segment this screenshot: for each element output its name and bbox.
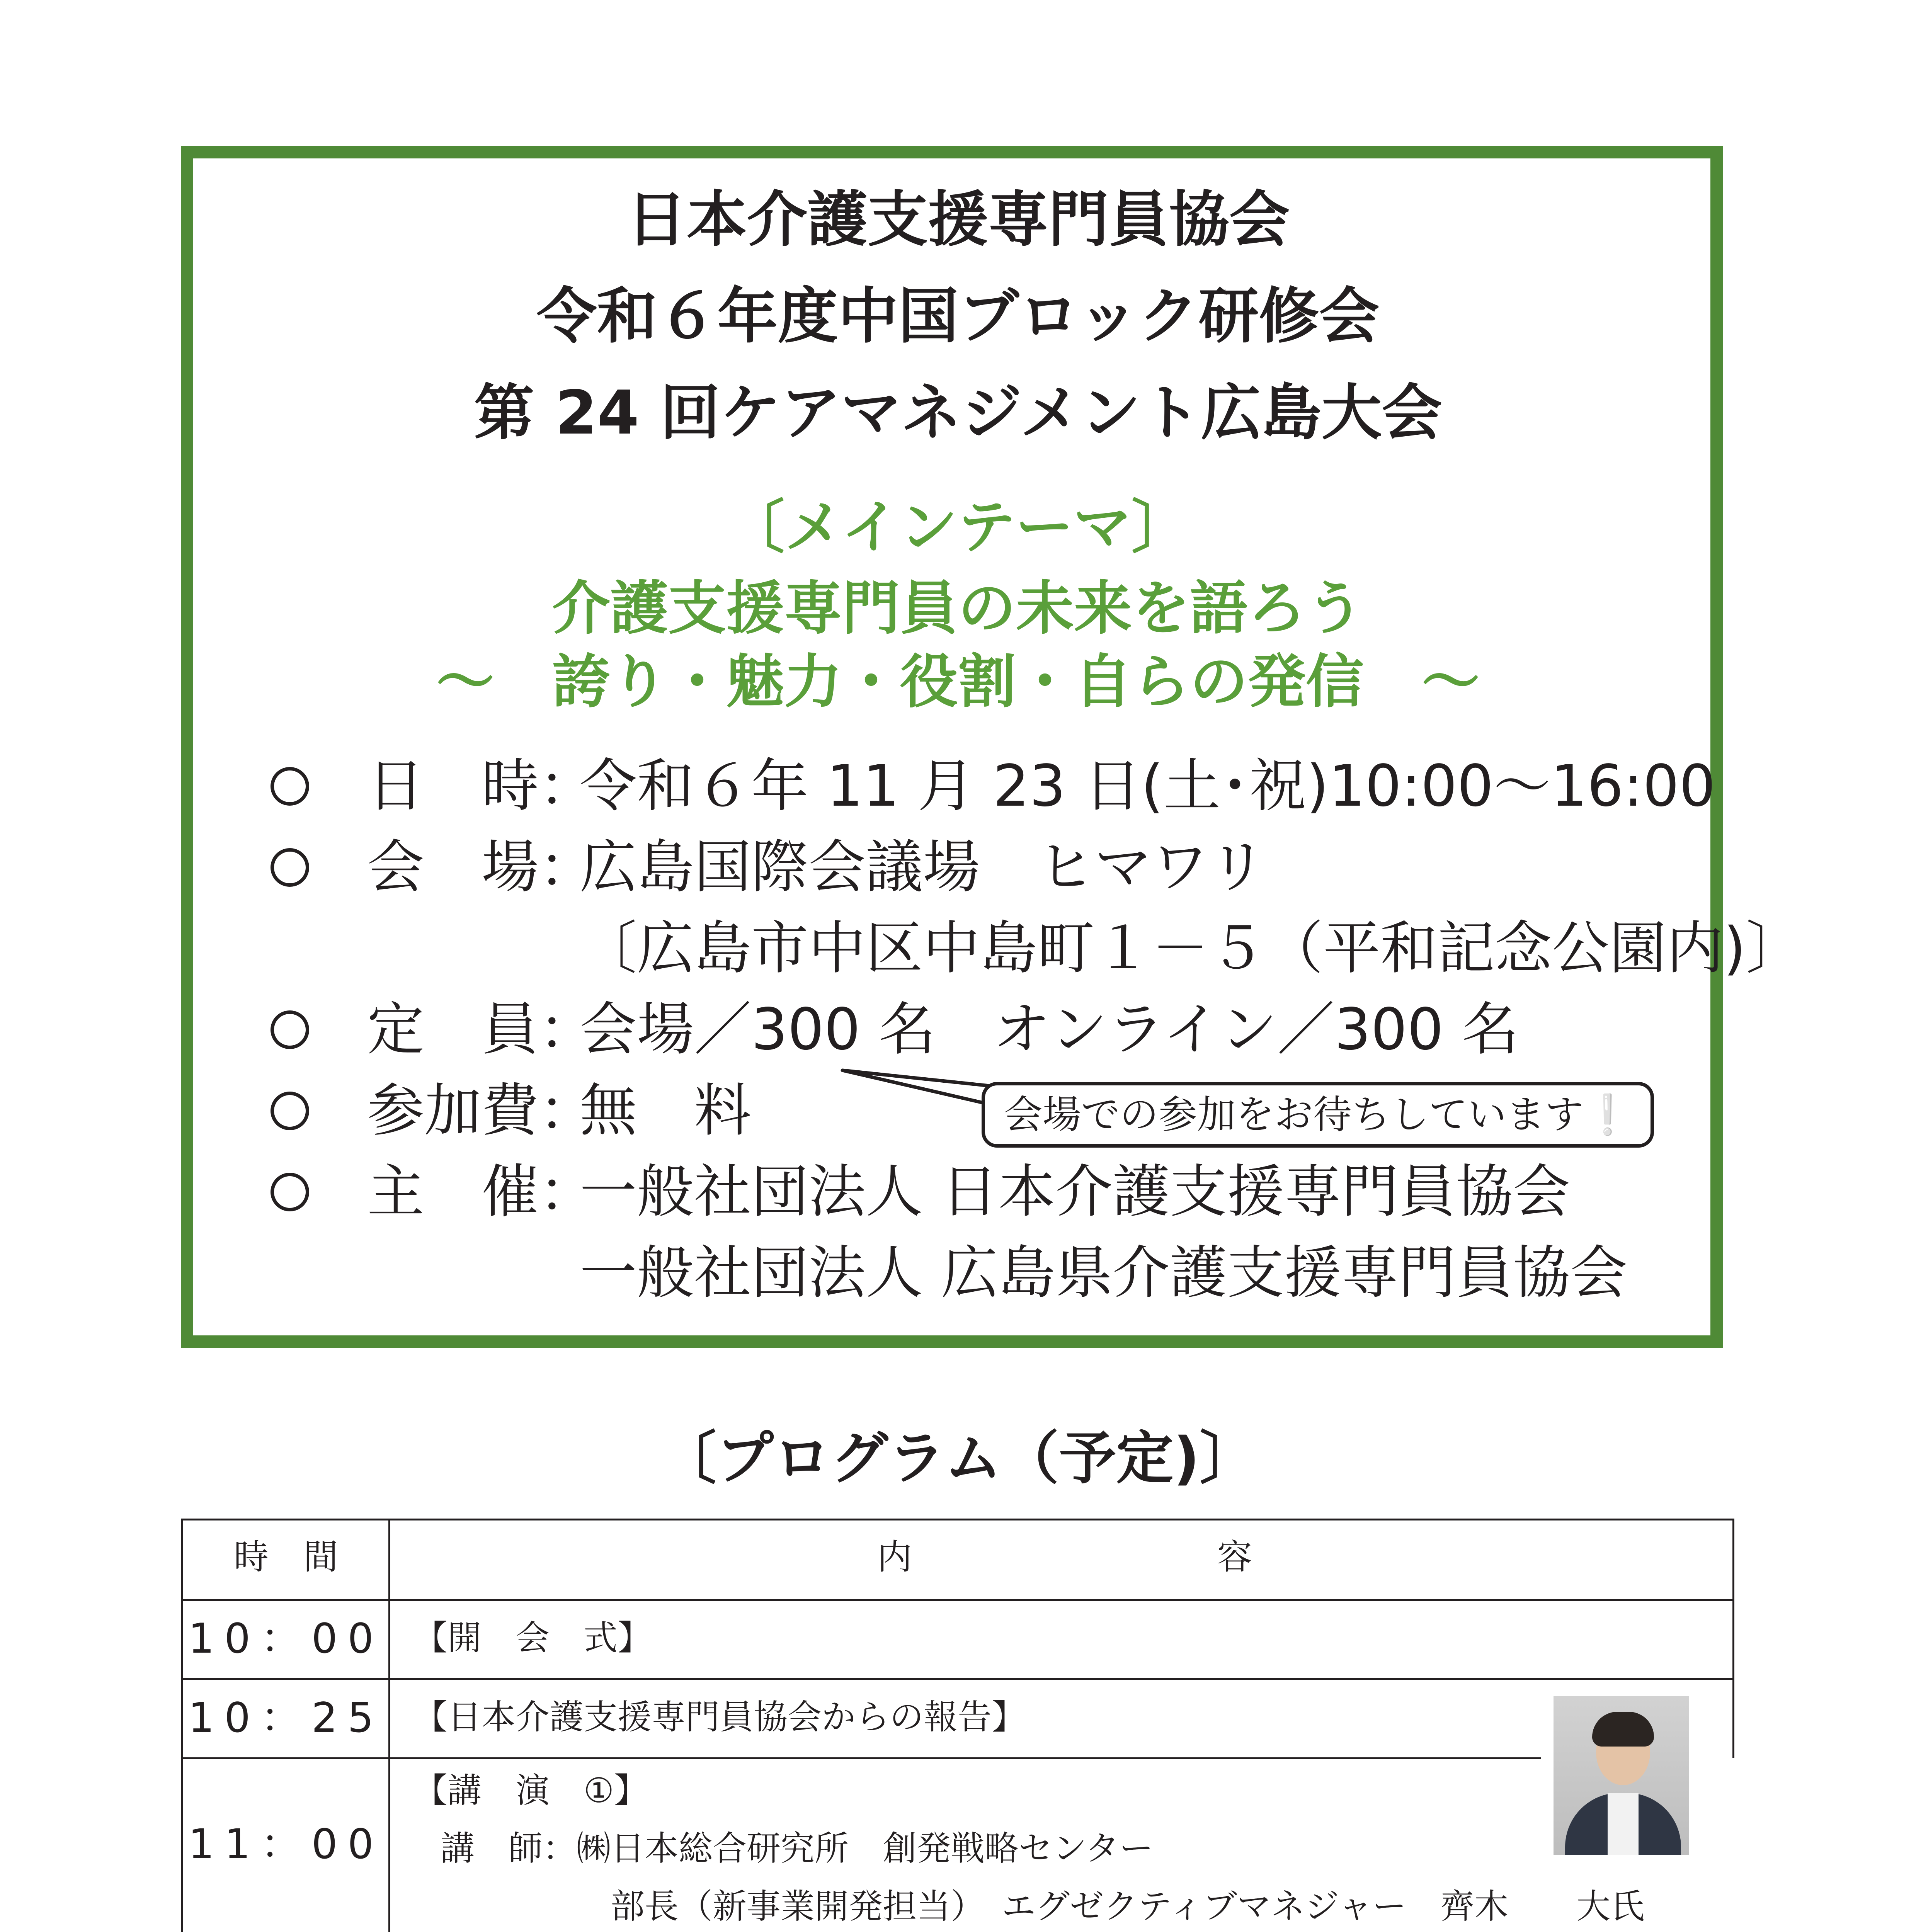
theme-label: 〔メインテーマ〕	[727, 494, 1189, 561]
venue-address: 〔広島市中区中島町１－５（平和記念公園内)〕	[580, 915, 1803, 981]
speech-bubble	[982, 1082, 1654, 1148]
bullet-circle-icon	[271, 1092, 309, 1130]
table-border-top	[181, 1519, 1734, 1520]
organizer-2: 一般社団法人 広島県介護支援専門員協会	[580, 1240, 1628, 1306]
row-line: 【日本介護支援専門員協会からの報告】	[413, 1697, 1026, 1737]
row-time: 11：00	[188, 1820, 384, 1868]
table-border-right	[1732, 1519, 1734, 1758]
bullet-circle-icon	[271, 767, 309, 806]
theme-title: 介護支援専門員の未来を語ろう	[552, 575, 1364, 642]
fee-label: 参加費：	[367, 1077, 596, 1144]
row-line: 講 師：㈱日本総合研究所 創発戦略センター	[441, 1828, 1154, 1868]
capacity-label: 定 員：	[367, 996, 596, 1063]
program-heading: 〔プログラム（予定)〕	[659, 1425, 1257, 1492]
row-line: 【開 会 式】	[413, 1618, 652, 1658]
bullet-circle-icon	[271, 1010, 309, 1049]
organizer-1: 一般社団法人 日本介護支援専門員協会	[580, 1158, 1571, 1225]
venue-value: 広島国際会議場 ヒマワリ	[580, 834, 1266, 900]
col-time-header: 時 間	[234, 1537, 338, 1577]
table-rule	[181, 1678, 1734, 1680]
venue-label: 会 場：	[367, 834, 596, 900]
row-time: 10：25	[188, 1694, 384, 1742]
bubble-text: 会場での参加をお待ちしています❕	[1004, 1092, 1632, 1137]
col-content-header-2: 容	[1217, 1537, 1252, 1577]
row-line: 部長（新事業開発担当） エグゼクティブマネジャー 齊木 大氏	[611, 1886, 1645, 1926]
theme-subtitle: ～ 誇り・魅力・役割・自らの発信 ～	[436, 648, 1480, 716]
training-title: 令和６年度中国ブロック研修会	[536, 281, 1380, 351]
bullet-circle-icon	[271, 848, 309, 887]
org-title: 日本介護支援専門員協会	[626, 184, 1290, 255]
conference-title: 第 24 回ケアマネジメント広島大会	[474, 378, 1442, 448]
date-label: 日 時：	[367, 753, 596, 819]
row-time: 10：00	[188, 1615, 384, 1662]
capacity-value: 会場／300 名 オンライン／300 名	[580, 996, 1519, 1063]
row-line: 【講 演 ①】	[413, 1770, 648, 1810]
bubble-pointer	[835, 1059, 997, 1124]
bullet-circle-icon	[271, 1173, 309, 1211]
organizer-label: 主 催：	[367, 1158, 596, 1225]
speaker-photo-saiki	[1554, 1696, 1689, 1855]
fee-value: 無 料	[580, 1077, 751, 1144]
table-rule	[181, 1757, 390, 1759]
table-rule	[181, 1599, 1734, 1601]
date-value: 令和６年 11 月 23 日(土･祝)10:00～16:00	[580, 753, 1716, 819]
col-content-header-1: 内	[877, 1537, 912, 1577]
